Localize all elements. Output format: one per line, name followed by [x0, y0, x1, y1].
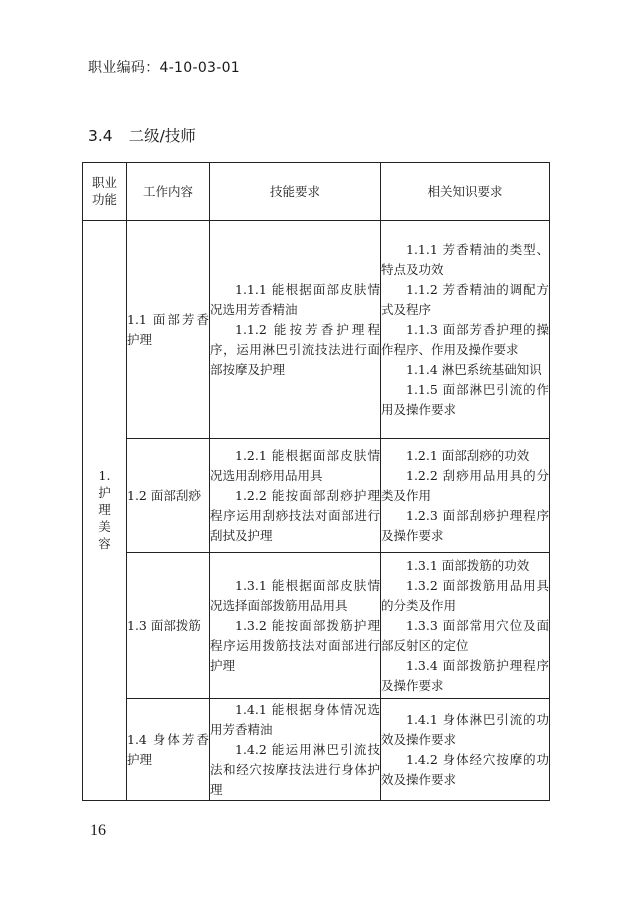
skill-item: 1.4.1 能根据身体情况选用芳香精油	[210, 701, 380, 737]
knowledge-requirements-cell	[381, 221, 550, 439]
header-work: 工作内容	[127, 163, 210, 221]
knowledge-item: 1.3.2 面部拨筋用品用具的分类及作用	[381, 577, 549, 613]
work-content-cell	[127, 553, 210, 699]
header-skill: 技能要求	[210, 163, 381, 221]
header-knowledge: 相关知识要求	[381, 163, 550, 221]
function-cell	[83, 221, 127, 801]
skill-requirements-cell	[210, 699, 381, 801]
skill-item: 1.2.1 能根据面部皮肤情况选用刮痧用品用具	[210, 447, 380, 483]
work-content-text: 1.4 身体芳香护理	[127, 731, 209, 767]
knowledge-item: 1.2.2 刮痧用品用具的分类及作用	[381, 467, 549, 503]
knowledge-item: 1.1.4 淋巴系统基础知识	[406, 361, 542, 377]
skill-requirements-cell	[210, 553, 381, 699]
skill-item: 1.1.1 能根据面部皮肤情况选用芳香精油	[210, 281, 380, 317]
skill-requirements-table	[82, 162, 550, 801]
knowledge-item: 1.3.3 面部常用穴位及面部反射区的定位	[381, 617, 549, 653]
work-content-cell	[127, 221, 210, 439]
knowledge-requirements-cell	[381, 439, 550, 553]
work-content-cell	[127, 439, 210, 553]
knowledge-item: 1.4.2 身体经穴按摩的功效及操作要求	[381, 751, 549, 787]
page-number: 16	[90, 822, 106, 839]
skill-requirements-cell	[210, 439, 381, 553]
section-number: 3.4	[88, 127, 113, 145]
knowledge-item: 1.2.1 面部刮痧的功效	[406, 447, 530, 463]
knowledge-requirements-cell	[381, 553, 550, 699]
knowledge-item: 1.3.4 面部拨筋护理程序及操作要求	[381, 657, 549, 693]
skill-requirements-cell	[210, 221, 381, 439]
work-content-text: 1.3 面部拨筋	[127, 617, 201, 633]
section-title-text: 二级/技师	[128, 127, 196, 145]
knowledge-item: 1.1.1 芳香精油的类型、特点及功效	[381, 241, 549, 277]
skill-item: 1.2.2 能按面部刮痧护理程序运用刮痧技法对面部进行刮拭及护理	[210, 487, 380, 543]
function-label: 1.护理美容	[98, 468, 111, 551]
skill-item: 1.3.1 能根据面部皮肤情况选择面部拨筋用品用具	[210, 577, 380, 613]
skill-item: 1.1.2 能按芳香护理程序，运用淋巴引流技法进行面部按摩及护理	[210, 321, 380, 377]
section-heading	[88, 124, 196, 146]
occupation-code: 职业编码：4-10-03-01	[88, 60, 241, 76]
table-row	[83, 553, 550, 699]
table-row	[83, 439, 550, 553]
skill-item: 1.4.2 能运用淋巴引流技法和经穴按摩技法进行身体护理	[210, 741, 380, 797]
header-function: 职业功能	[83, 163, 127, 221]
knowledge-item: 1.3.1 面部拨筋的功效	[406, 557, 530, 573]
work-content-cell	[127, 699, 210, 801]
knowledge-requirements-cell	[381, 699, 550, 801]
table-header-row	[83, 163, 550, 221]
knowledge-item: 1.1.5 面部淋巴引流的作用及操作要求	[381, 381, 549, 417]
work-content-text: 1.2 面部刮痧	[127, 487, 201, 503]
knowledge-item: 1.1.2 芳香精油的调配方式及程序	[381, 281, 549, 317]
work-content-text: 1.1 面部芳香护理	[127, 311, 209, 347]
skill-item: 1.3.2 能按面部拨筋护理程序运用拨筋技法对面部进行护理	[210, 617, 380, 673]
knowledge-item: 1.4.1 身体淋巴引流的功效及操作要求	[381, 711, 549, 747]
knowledge-item: 1.1.3 面部芳香护理的操作程序、作用及操作要求	[381, 321, 549, 357]
table-row	[83, 221, 550, 439]
table-row	[83, 699, 550, 801]
knowledge-item: 1.2.3 面部刮痧护理程序及操作要求	[381, 507, 549, 543]
